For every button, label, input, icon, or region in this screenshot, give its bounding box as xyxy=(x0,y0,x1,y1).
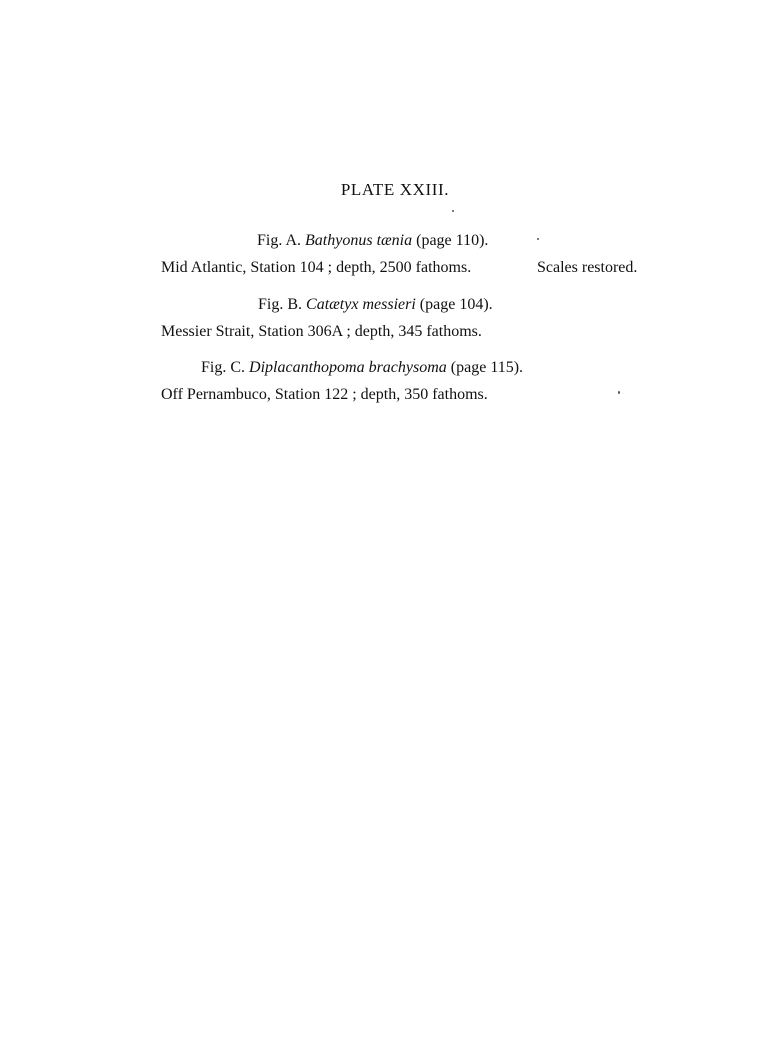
figure-c-location: Off Pernambuco, Station 122 ; depth, 350 fathoms. xyxy=(161,386,488,403)
figure-a-species: Bathyonus tænia xyxy=(305,232,413,249)
figure-c-label: Fig. C. xyxy=(201,359,246,376)
figure-c-species: Diplacanthopoma brachysoma xyxy=(249,359,447,376)
figure-a-page-ref: (page 110). xyxy=(416,232,489,249)
figure-b-page-ref: (page 104). xyxy=(419,296,493,313)
scan-speck xyxy=(618,391,620,394)
figure-c-page-ref: (page 115). xyxy=(450,359,524,376)
figure-b-caption xyxy=(258,296,493,314)
figure-b-location: Messier Strait, Station 306A ; depth, 345 fathoms. xyxy=(161,323,482,340)
figure-c-caption xyxy=(201,359,523,377)
figure-a-location: Mid Atlantic, Station 104 ; depth, 2500 fathoms. xyxy=(161,259,472,276)
figure-a-caption xyxy=(257,232,488,250)
figure-a-note: Scales restored. xyxy=(537,259,638,276)
scan-speck xyxy=(537,238,539,240)
scan-speck xyxy=(452,210,454,212)
plate-title: PLATE XXIII. xyxy=(340,180,450,199)
figure-a-label: Fig. A. xyxy=(257,232,302,249)
figure-b-label: Fig. B. xyxy=(258,296,303,313)
figure-b-species: Catætyx messieri xyxy=(306,296,416,313)
